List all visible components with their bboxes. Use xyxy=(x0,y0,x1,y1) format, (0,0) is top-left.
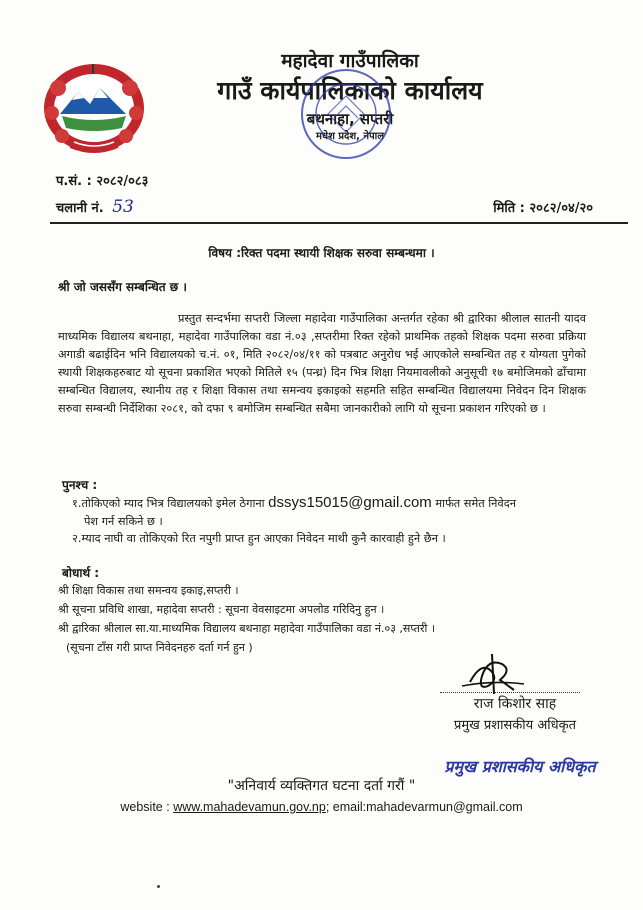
paper-speck xyxy=(157,885,160,888)
signer-name: राज किशोर साह xyxy=(473,696,557,712)
postscript-item-2: २.म्याद नाघी वा तोकिएको रित नपुगी प्राप्त हुन आएका निवेदन माथी कुनै कारवाही हुने छैन । xyxy=(72,532,446,545)
postscript-item-1 xyxy=(72,494,592,531)
office-seal-icon xyxy=(298,66,394,162)
municipality-name: महादेवा गाउँपालिका xyxy=(281,50,419,72)
province-name: मधेश प्रदेश, नेपाल xyxy=(315,131,385,142)
website-link[interactable]: www.mahadevamun.gov.np xyxy=(173,800,326,814)
reference-number xyxy=(56,171,148,189)
chalani-label: चलानी नं. xyxy=(56,201,104,216)
postscript-item-1-text: १.तोकिएको म्याद भित्र विद्यालयको इमेल ठेगाना xyxy=(72,497,265,510)
nepal-emblem-icon xyxy=(38,58,150,158)
signature-line xyxy=(440,692,580,693)
copy-to-heading: बोधार्थ : xyxy=(62,566,100,580)
office-address: बथनाहा, सप्तरी xyxy=(306,110,394,128)
date-value: २०८२/०४/२० xyxy=(529,201,593,216)
school-email: dssys15015@gmail.com xyxy=(268,494,432,511)
footer-contact xyxy=(0,798,643,816)
salutation: श्री जो जससँग सम्बन्धित छ । xyxy=(58,280,187,294)
ref-label: प.सं. : xyxy=(56,174,92,189)
ref-value: २०८२/०८३ xyxy=(96,174,149,189)
footer-motto: "अनिवार्य व्यक्तिगत घटना दर्ता गरौं " xyxy=(227,778,416,794)
signer-title: प्रमुख प्रशासकीय अधिकृत xyxy=(453,718,577,733)
email-text: ; email:mahadevarmun@gmail.com xyxy=(325,800,523,814)
postscript-item-1-continued: पेश गर्न सकिने छ । xyxy=(84,515,163,528)
copy-to-item: श्री द्वारिका श्रीलाल सा.या.माध्यमिक विद्यालय बथनाहा महादेवा गाउँपालिका वडा नं.०३ ,सप्तरी । xyxy=(58,622,436,635)
header-divider xyxy=(50,222,628,224)
handwritten-signature-icon xyxy=(452,650,532,696)
official-title-stamp: प्रमुख प्रशासकीय अधिकृत xyxy=(444,757,596,776)
postscript-heading: पुनश्च : xyxy=(62,478,98,492)
subject-line: विषय :रिक्त पदमा स्थायी शिक्षक सरुवा सम्बन्धमा । xyxy=(208,246,435,260)
body-paragraph: प्रस्तुत सन्दर्भमा सप्तरी जिल्ला महादेवा गाउँपालिका अन्तर्गत रहेका श्री द्वारिका श्रीलाल सातनी यादव माध्यमिक विद्यालय बथनाहा, महादेवा गाउँपालिका वडा नं.०३ ,सप्तरीमा रिक्त रहेको प्राथमिक तहको शिक्षक पदमा सरुवा प्रक्रिया अगाडी बढाईदिन भनि विद्यालयको च.नं. ०१, मिति २०८२/०४/११ को पत्रबाट अनुरोध भई आएकोले सम्बन्धित तह र योग्यता पुगेको स्थायी शिक्षकहरुबाट यो सूचना प्रकाशित भएको मितिले १५ (पन्ध्र) दिन भित्र शिक्षा नियमावलीको अनुसूची १७ बमोजिमको ढाँचामा सम्बन्धित विद्यालय, स्थानीय तह र शिक्षा विकास तथा समन्वय इकाइको सहमति सहित सम्बन्धित विद्यालयमा निवेदन दिन शिक्षक सरुवा सम्बन्धी निर्देशिका २०८१, को दफा ९ बमोजिम सम्बन्धित सबैमा जानकारीको लागि यो सूचना प्रकाशन गरिएको छ । xyxy=(58,312,586,415)
date-label: मिति : xyxy=(493,201,525,216)
website-label: website : xyxy=(120,800,170,814)
office-name: गाउँ कार्यपालिकाको कार्यालय xyxy=(217,76,483,105)
copy-to-item: (सूचना टाँस गरी प्राप्त निवेदनहरु दर्ता गर्न हुन ) xyxy=(66,641,253,654)
letter-date xyxy=(493,198,593,216)
dispatch-number xyxy=(56,197,134,217)
postscript-item-1-after: मार्फत समेत निवेदन xyxy=(435,497,516,510)
chalani-value: 53 xyxy=(112,197,134,217)
copy-to-item: श्री सूचना प्रविधि शाखा, महादेवा सप्तरी : सूचना वेवसाइटमा अपलोड गरिदिनु हुन । xyxy=(58,603,385,616)
copy-to-item: श्री शिक्षा विकास तथा समन्वय इकाइ,सप्तरी । xyxy=(58,584,239,597)
